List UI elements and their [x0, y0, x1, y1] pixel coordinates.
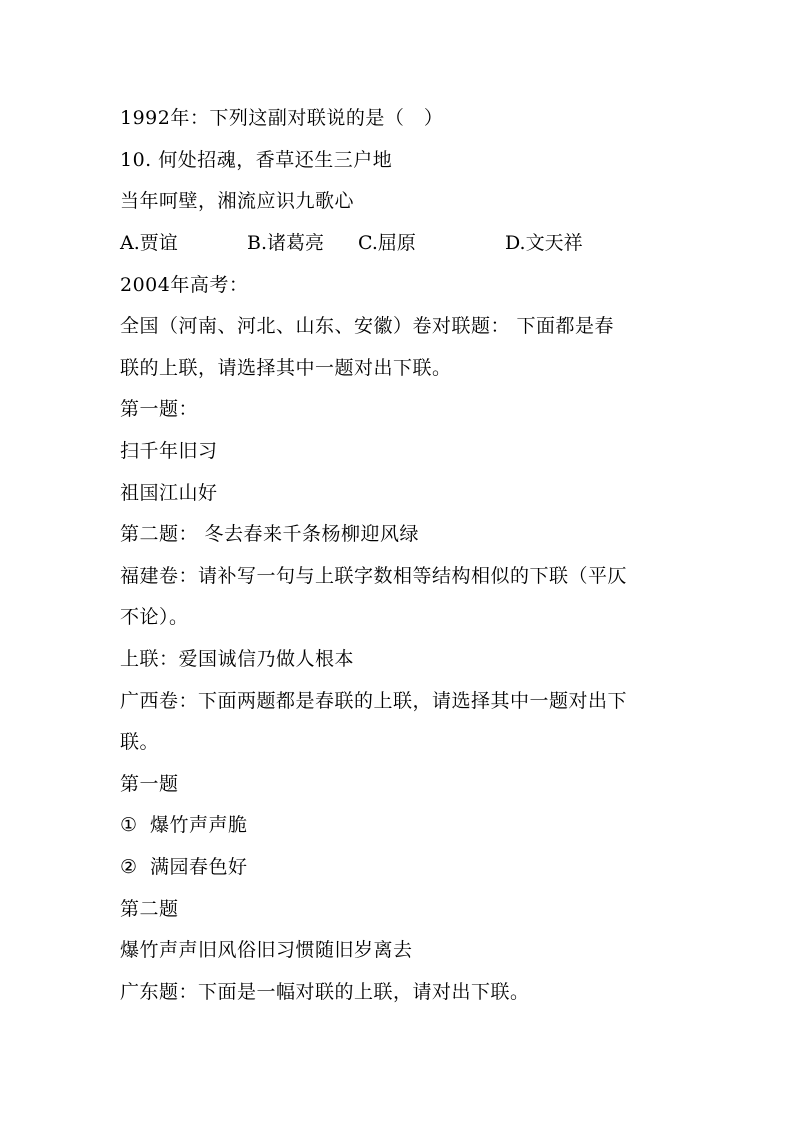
- guangxi-paper-cont: 联。: [120, 731, 160, 753]
- guangxi-paper: 广西卷：下面两题都是春联的上联，请选择其中一题对出下: [120, 690, 628, 712]
- guangxi-q2-couplet: 爆竹声声旧风俗旧习惯随旧岁离去: [120, 939, 413, 961]
- question-1992: 1992年：下列这副对联说的是（ ）: [120, 107, 444, 129]
- guangxi-q2-heading: 第二题: [120, 898, 179, 920]
- q1-heading: 第一题：: [120, 398, 199, 420]
- fujian-paper-cont: 不论）。: [120, 606, 189, 628]
- fujian-paper: 福建卷：请补写一句与上联字数相等结构相似的下联（平仄: [120, 565, 628, 587]
- q2-heading: 第二题： 冬去春来千条杨柳迎风绿: [120, 523, 420, 545]
- fujian-upper-couplet: 上联：爱国诚信乃做人根本: [120, 648, 355, 670]
- national-paper-intro-cont: 联的上联，请选择其中一题对出下联。: [120, 357, 452, 379]
- couplet-line-1: 10. 何处招魂，香草还生三户地: [120, 149, 393, 171]
- guangdong-paper: 广东题：下面是一幅对联的上联，请对出下联。: [120, 981, 530, 1003]
- option-c: C.屈原: [358, 232, 416, 254]
- option-a: A.贾谊: [120, 232, 178, 254]
- guangxi-q1-heading: 第一题: [120, 773, 179, 795]
- couplet-line-2: 当年呵壁，湘流应识九歌心: [120, 190, 355, 212]
- q1-couplet-b: 祖国江山好: [120, 482, 218, 504]
- q1-couplet-a: 扫千年旧习: [120, 440, 218, 462]
- item-marker: ②: [120, 856, 138, 878]
- item-marker: ①: [120, 814, 138, 836]
- national-paper-intro: 全国（河南、河北、山东、安徽）卷对联题： 下面都是春: [120, 315, 615, 337]
- option-d: D.文天祥: [505, 232, 583, 254]
- guangxi-q1-item-1: [120, 813, 248, 837]
- item-text: 满园春色好: [150, 856, 248, 878]
- guangxi-q1-item-2: [120, 855, 248, 879]
- section-2004: 2004年高考：: [120, 274, 249, 296]
- option-b: B.诸葛亮: [247, 232, 325, 254]
- item-text: 爆竹声声脆: [150, 814, 248, 836]
